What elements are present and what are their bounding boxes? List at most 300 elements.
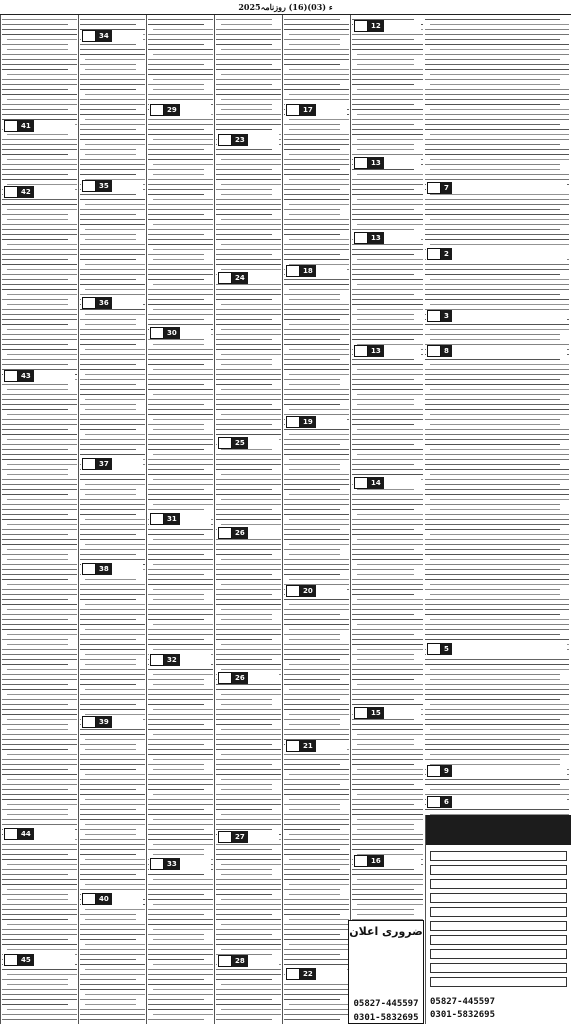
notice-tag xyxy=(285,585,347,597)
text-line xyxy=(148,459,213,460)
text-line xyxy=(352,314,414,315)
text-line xyxy=(425,139,569,140)
text-line xyxy=(148,784,213,785)
text-line xyxy=(2,174,68,175)
text-line xyxy=(2,264,77,265)
text-line xyxy=(284,124,340,125)
text-line xyxy=(2,104,77,105)
text-line xyxy=(425,369,569,370)
text-line xyxy=(2,619,68,620)
text-line xyxy=(221,609,281,610)
text-line xyxy=(216,829,272,830)
text-line xyxy=(7,814,68,815)
text-line xyxy=(2,989,77,990)
text-line xyxy=(80,164,145,165)
text-line xyxy=(425,794,569,795)
text-line xyxy=(148,189,213,190)
text-line xyxy=(2,254,77,255)
text-line xyxy=(352,529,414,530)
text-line xyxy=(148,719,213,720)
text-line xyxy=(284,149,340,150)
text-line xyxy=(425,289,569,290)
text-line xyxy=(284,429,349,430)
text-line xyxy=(148,244,213,245)
text-line xyxy=(2,529,77,530)
text-line xyxy=(284,1014,349,1015)
notice-tag xyxy=(285,265,347,277)
text-line xyxy=(221,524,281,525)
text-line xyxy=(80,794,145,795)
text-line xyxy=(221,159,281,160)
text-line xyxy=(352,324,423,325)
text-line xyxy=(216,64,272,65)
text-line xyxy=(80,874,136,875)
text-line xyxy=(148,874,204,875)
text-line xyxy=(425,614,560,615)
text-line xyxy=(216,494,281,495)
text-line xyxy=(2,534,68,535)
text-line xyxy=(148,389,213,390)
text-line xyxy=(425,459,569,460)
text-line xyxy=(148,789,204,790)
text-line xyxy=(425,284,569,285)
text-line xyxy=(352,84,414,85)
notice-tag xyxy=(149,858,211,870)
text-line xyxy=(352,44,423,45)
text-line xyxy=(85,604,145,605)
text-line xyxy=(80,764,145,765)
text-line xyxy=(153,369,213,370)
text-line xyxy=(221,864,281,865)
text-line xyxy=(289,554,340,555)
text-line xyxy=(284,939,349,940)
text-line xyxy=(221,184,281,185)
text-line xyxy=(85,629,145,630)
text-line xyxy=(221,644,281,645)
text-line xyxy=(284,854,349,855)
text-line xyxy=(216,869,272,870)
text-line xyxy=(80,174,136,175)
text-line xyxy=(80,439,145,440)
text-line xyxy=(352,909,414,910)
text-line xyxy=(2,914,77,915)
text-line xyxy=(216,394,281,395)
notice-number: 13 xyxy=(368,232,384,244)
text-line xyxy=(153,419,213,420)
text-line xyxy=(148,924,213,925)
text-line xyxy=(221,584,281,585)
notice-tag xyxy=(81,716,143,728)
text-line xyxy=(284,529,340,530)
text-line xyxy=(85,654,145,655)
text-line xyxy=(7,669,77,670)
notice-number: 37 xyxy=(96,458,112,470)
text-line xyxy=(148,39,213,40)
text-line xyxy=(221,24,272,25)
text-line xyxy=(7,974,77,975)
text-line xyxy=(284,1019,340,1020)
text-line xyxy=(153,794,213,795)
notice-tag xyxy=(149,654,211,666)
text-line xyxy=(430,84,560,85)
text-line xyxy=(352,609,423,610)
text-line xyxy=(352,339,414,340)
text-line xyxy=(148,579,213,580)
notice-tag xyxy=(353,707,421,719)
text-line xyxy=(80,509,145,510)
text-line xyxy=(148,739,213,740)
text-line xyxy=(80,124,145,125)
text-line xyxy=(284,164,349,165)
text-line xyxy=(216,259,281,260)
sidebar-ad-row xyxy=(430,851,567,861)
text-line xyxy=(425,179,569,180)
text-line xyxy=(80,759,145,760)
text-line xyxy=(216,249,281,250)
text-line xyxy=(80,844,145,845)
text-line xyxy=(85,314,145,315)
text-line xyxy=(284,954,340,955)
text-line xyxy=(352,664,423,665)
text-line xyxy=(80,539,145,540)
text-line xyxy=(425,79,560,80)
text-line xyxy=(80,329,145,330)
notice-checkbox xyxy=(82,458,96,470)
text-line xyxy=(216,639,272,640)
text-line xyxy=(80,954,145,955)
text-line xyxy=(7,1009,77,1010)
text-line xyxy=(2,819,77,820)
text-line xyxy=(148,424,204,425)
text-line xyxy=(2,894,68,895)
text-line xyxy=(352,674,423,675)
text-line xyxy=(425,454,569,455)
text-line xyxy=(425,89,569,90)
text-line xyxy=(357,149,414,150)
text-line xyxy=(216,974,281,975)
text-line xyxy=(216,809,272,810)
text-line xyxy=(430,669,569,670)
text-line xyxy=(216,824,281,825)
notice-checkbox xyxy=(82,30,96,42)
text-line xyxy=(216,774,281,775)
text-line xyxy=(85,544,145,545)
text-line xyxy=(148,449,204,450)
notice-number: 13 xyxy=(368,157,384,169)
text-line xyxy=(352,449,423,450)
text-line xyxy=(2,824,77,825)
text-line xyxy=(80,619,136,620)
text-line xyxy=(148,379,213,380)
text-line xyxy=(148,19,213,20)
text-line xyxy=(216,519,281,520)
text-line xyxy=(284,709,349,710)
text-line xyxy=(425,544,569,545)
notice-tag xyxy=(81,458,143,470)
text-line xyxy=(148,314,213,315)
text-line xyxy=(352,279,423,280)
text-line xyxy=(357,89,423,90)
text-line xyxy=(216,799,281,800)
text-line xyxy=(284,514,349,515)
text-line xyxy=(2,789,68,790)
text-line xyxy=(85,349,145,350)
text-line xyxy=(7,779,77,780)
text-line xyxy=(148,839,213,840)
notice-tag xyxy=(426,310,567,322)
text-line xyxy=(148,434,213,435)
text-line xyxy=(352,739,414,740)
text-line xyxy=(85,994,145,995)
text-line xyxy=(289,299,340,300)
text-line xyxy=(2,604,77,605)
text-line xyxy=(2,929,77,930)
text-line xyxy=(148,354,213,355)
text-line xyxy=(153,139,213,140)
text-line xyxy=(284,569,349,570)
text-line xyxy=(352,329,423,330)
text-line xyxy=(216,299,272,300)
text-line xyxy=(425,229,560,230)
text-line xyxy=(216,179,281,180)
notice-number: 39 xyxy=(96,716,112,728)
text-line xyxy=(80,84,145,85)
text-line xyxy=(148,239,213,240)
text-line xyxy=(216,939,281,940)
text-line xyxy=(148,744,204,745)
notice-tag xyxy=(217,831,279,843)
text-line xyxy=(85,799,145,800)
text-line xyxy=(148,154,213,155)
text-line xyxy=(357,199,423,200)
text-line xyxy=(2,239,68,240)
text-line xyxy=(284,754,349,755)
text-line xyxy=(221,874,272,875)
text-line xyxy=(221,389,281,390)
text-line xyxy=(2,594,77,595)
text-line xyxy=(216,114,281,115)
text-line xyxy=(284,729,349,730)
text-line xyxy=(352,899,423,900)
notice-checkbox xyxy=(218,437,232,449)
text-line xyxy=(425,744,569,745)
text-line xyxy=(425,409,569,410)
text-line xyxy=(2,429,68,430)
text-line xyxy=(216,724,272,725)
text-line xyxy=(284,764,340,765)
text-line xyxy=(357,649,423,650)
text-line xyxy=(2,274,77,275)
text-line xyxy=(80,849,145,850)
text-line xyxy=(2,1014,77,1015)
text-line xyxy=(425,549,560,550)
text-line xyxy=(289,834,349,835)
text-line xyxy=(425,759,560,760)
text-line xyxy=(352,229,414,230)
text-line xyxy=(85,229,145,230)
text-line xyxy=(284,1009,349,1010)
text-line xyxy=(284,489,340,490)
text-line xyxy=(85,409,136,410)
text-line xyxy=(2,419,77,420)
text-line xyxy=(2,224,77,225)
text-line xyxy=(352,509,414,510)
text-line xyxy=(425,394,569,395)
text-line xyxy=(357,394,423,395)
text-line xyxy=(216,54,281,55)
text-line xyxy=(148,894,204,895)
text-line xyxy=(352,189,414,190)
text-line xyxy=(357,514,423,515)
text-line xyxy=(7,804,77,805)
text-line xyxy=(2,884,77,885)
text-line xyxy=(148,884,213,885)
text-line xyxy=(216,699,272,700)
text-line xyxy=(425,129,569,130)
text-line xyxy=(284,984,349,985)
text-line xyxy=(357,794,423,795)
text-line xyxy=(148,779,213,780)
text-line xyxy=(2,309,77,310)
notice-tag xyxy=(285,968,347,980)
text-line xyxy=(80,489,136,490)
text-line xyxy=(148,909,213,910)
text-line xyxy=(2,479,77,480)
text-line xyxy=(153,624,213,625)
text-line xyxy=(216,59,281,60)
text-line xyxy=(289,519,349,520)
text-line xyxy=(2,114,77,115)
text-line xyxy=(2,169,77,170)
text-line xyxy=(284,379,340,380)
text-line xyxy=(148,754,213,755)
text-line xyxy=(352,439,423,440)
text-line xyxy=(284,999,340,1000)
text-line xyxy=(216,889,281,890)
text-line xyxy=(284,534,349,535)
text-line xyxy=(352,304,423,305)
text-line xyxy=(2,874,68,875)
text-line xyxy=(85,774,145,775)
text-line xyxy=(80,729,145,730)
text-line xyxy=(284,279,349,280)
text-line xyxy=(80,924,145,925)
text-line xyxy=(352,524,423,525)
text-line xyxy=(425,44,569,45)
text-line xyxy=(357,539,423,540)
text-line xyxy=(148,679,204,680)
text-line xyxy=(216,634,281,635)
text-line xyxy=(148,364,204,365)
text-line xyxy=(284,829,340,830)
text-line xyxy=(216,129,272,130)
text-line xyxy=(2,204,77,205)
text-line xyxy=(284,454,349,455)
text-line xyxy=(80,474,145,475)
text-line xyxy=(425,269,569,270)
text-line xyxy=(80,599,136,600)
text-line xyxy=(352,534,423,535)
notice-checkbox xyxy=(354,855,368,867)
text-line xyxy=(216,554,272,555)
text-line xyxy=(352,704,423,705)
notice-tag xyxy=(217,672,279,684)
text-line xyxy=(148,134,213,135)
text-line xyxy=(352,644,423,645)
text-line xyxy=(284,249,349,250)
text-line xyxy=(216,544,281,545)
text-line xyxy=(148,324,213,325)
text-line xyxy=(284,844,349,845)
text-line xyxy=(216,624,281,625)
text-line xyxy=(284,614,340,615)
text-line xyxy=(425,299,569,300)
text-line xyxy=(2,154,68,155)
text-line xyxy=(284,234,340,235)
text-line xyxy=(425,114,569,115)
text-line xyxy=(2,89,68,90)
text-line xyxy=(148,179,213,180)
text-line xyxy=(2,639,68,640)
text-line xyxy=(284,524,349,525)
text-line xyxy=(357,139,423,140)
notice-number: 26 xyxy=(232,527,248,539)
text-line xyxy=(216,169,272,170)
notice-number: 36 xyxy=(96,297,112,309)
notice-checkbox xyxy=(4,954,18,966)
text-line xyxy=(289,544,349,545)
text-line xyxy=(148,699,213,700)
notice-tag xyxy=(149,513,211,525)
text-line xyxy=(352,589,423,590)
text-line xyxy=(352,499,423,500)
text-line xyxy=(425,689,569,690)
text-line xyxy=(284,864,349,865)
text-line xyxy=(2,1004,68,1005)
text-line xyxy=(430,194,569,195)
notice-tag xyxy=(353,345,421,357)
text-line xyxy=(2,629,77,630)
text-line xyxy=(284,329,349,330)
text-line xyxy=(148,969,213,970)
text-line xyxy=(289,919,349,920)
text-line xyxy=(216,359,272,360)
text-line xyxy=(352,434,423,435)
text-line xyxy=(80,554,136,555)
text-line xyxy=(221,244,281,245)
text-line xyxy=(284,309,349,310)
text-line xyxy=(352,594,414,595)
text-line xyxy=(425,734,569,735)
text-line xyxy=(2,709,77,710)
text-line xyxy=(352,179,423,180)
text-line xyxy=(80,964,145,965)
text-line xyxy=(425,699,560,700)
notice-checkbox xyxy=(354,232,368,244)
text-line xyxy=(80,1019,145,1020)
text-line xyxy=(284,559,349,560)
text-line xyxy=(425,579,569,580)
text-line xyxy=(425,19,560,20)
text-line xyxy=(425,264,569,265)
text-line xyxy=(7,584,77,585)
text-line xyxy=(425,94,569,95)
text-line xyxy=(284,624,349,625)
sidebar-ad-row xyxy=(430,963,567,973)
text-line xyxy=(2,979,68,980)
text-line xyxy=(2,769,68,770)
text-line xyxy=(289,384,340,385)
